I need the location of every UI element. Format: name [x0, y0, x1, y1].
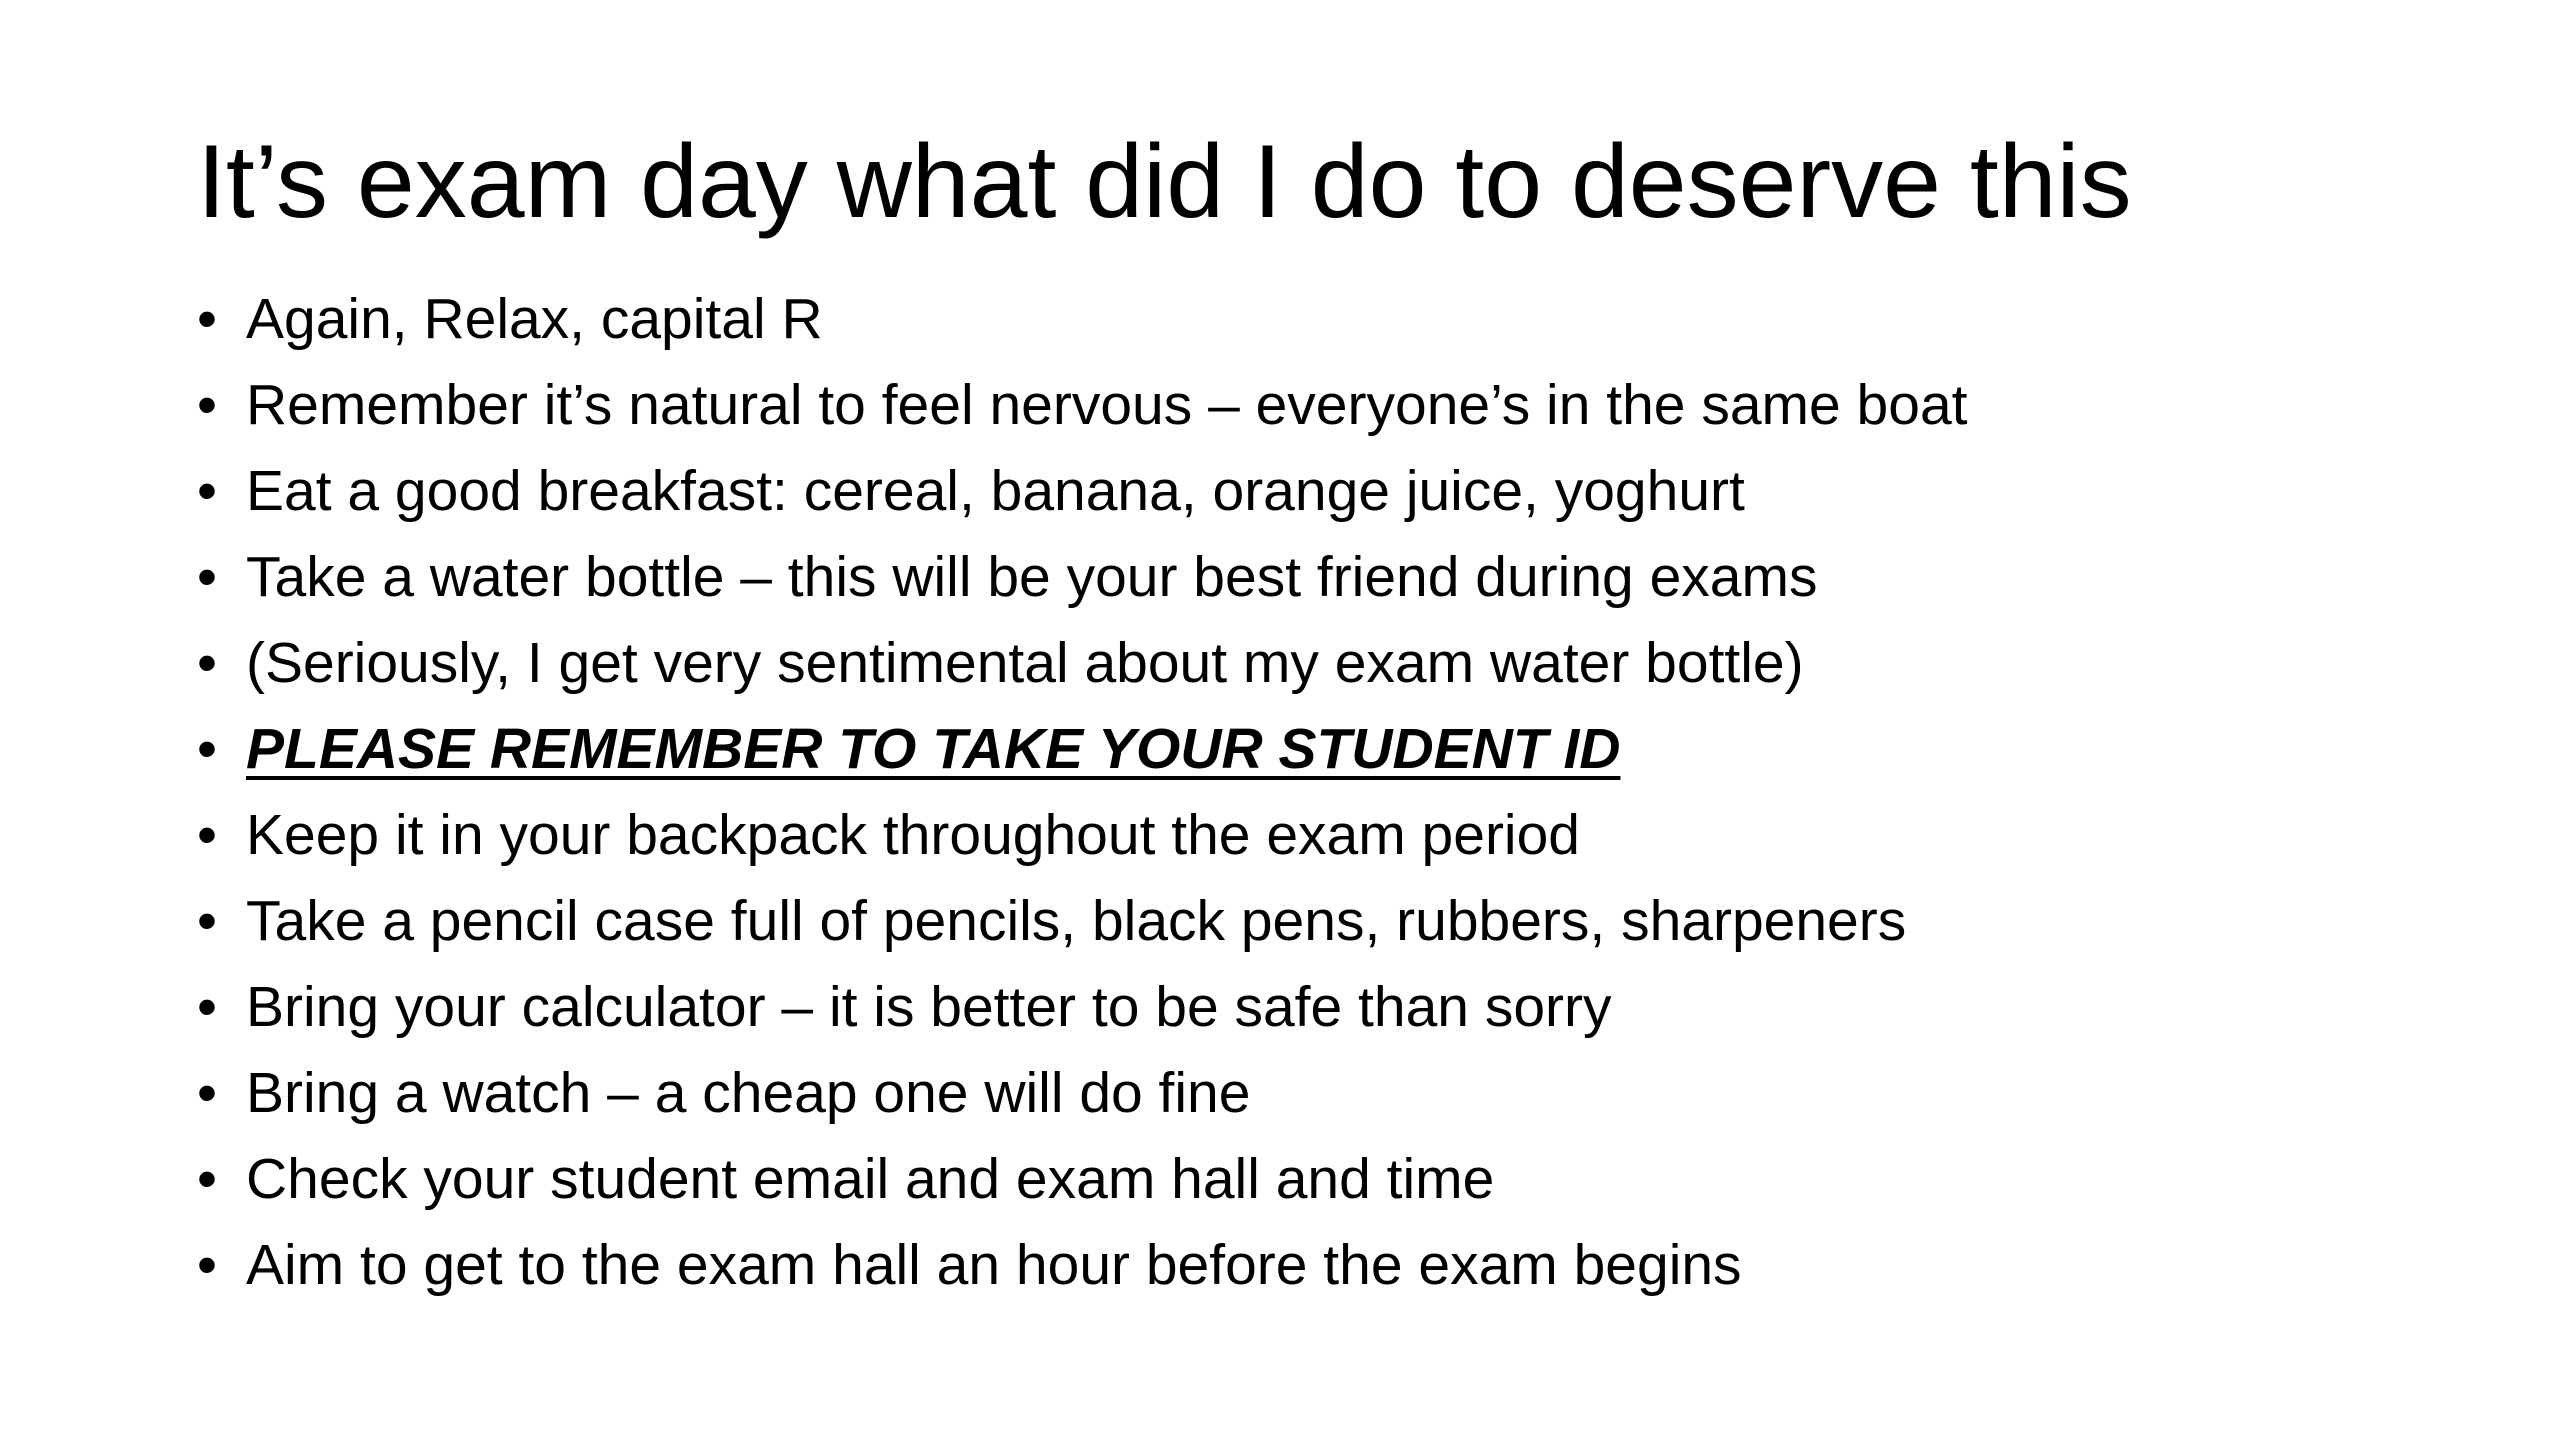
- bullet-item: [197, 620, 2497, 706]
- bullet-item: [197, 1136, 2497, 1222]
- bullet-icon: •: [197, 459, 217, 523]
- bullet-text: Bring your calculator – it is better to be safe than sorry: [246, 975, 1612, 1039]
- bullet-item: [197, 448, 2497, 534]
- slide-title: It’s exam day what did I do to deserve this: [197, 124, 2132, 240]
- bullet-icon: •: [197, 545, 217, 609]
- bullet-text: Eat a good breakfast: cereal, banana, orange juice, yoghurt: [246, 459, 1745, 523]
- bullet-icon: •: [197, 1233, 217, 1297]
- bullet-icon: •: [197, 803, 217, 867]
- bullet-icon: •: [197, 631, 217, 695]
- bullet-icon: •: [197, 975, 217, 1039]
- bullet-item: [197, 1050, 2497, 1136]
- bullet-icon: •: [197, 717, 217, 781]
- bullet-text: Take a water bottle – this will be your best friend during exams: [246, 545, 1818, 609]
- bullet-text: Take a pencil case full of pencils, black pens, rubbers, sharpeners: [246, 889, 1907, 953]
- bullet-list: [197, 276, 2497, 1308]
- bullet-icon: •: [197, 1061, 217, 1125]
- bullet-item-student-id: [197, 706, 2497, 792]
- bullet-item: [197, 792, 2497, 878]
- bullet-icon: •: [197, 889, 217, 953]
- bullet-text: (Seriously, I get very sentimental about my exam water bottle): [246, 631, 1804, 695]
- bullet-text: Remember it’s natural to feel nervous – everyone’s in the same boat: [246, 373, 1968, 437]
- bullet-text: Keep it in your backpack throughout the exam period: [246, 803, 1580, 867]
- bullet-icon: •: [197, 373, 217, 437]
- bullet-item: [197, 362, 2497, 448]
- bullet-text: Bring a watch – a cheap one will do fine: [246, 1061, 1251, 1125]
- bullet-text: Check your student email and exam hall and time: [246, 1147, 1495, 1211]
- bullet-text-emphasis: PLEASE REMEMBER TO TAKE YOUR STUDENT ID: [246, 717, 1621, 781]
- bullet-item: [197, 1222, 2497, 1308]
- bullet-text: Again, Relax, capital R: [246, 287, 823, 351]
- bullet-item: [197, 534, 2497, 620]
- bullet-text: Aim to get to the exam hall an hour before the exam begins: [246, 1233, 1742, 1297]
- bullet-icon: •: [197, 287, 217, 351]
- bullet-item: [197, 878, 2497, 964]
- bullet-icon: •: [197, 1147, 217, 1211]
- bullet-item: [197, 276, 2497, 362]
- bullet-item: [197, 964, 2497, 1050]
